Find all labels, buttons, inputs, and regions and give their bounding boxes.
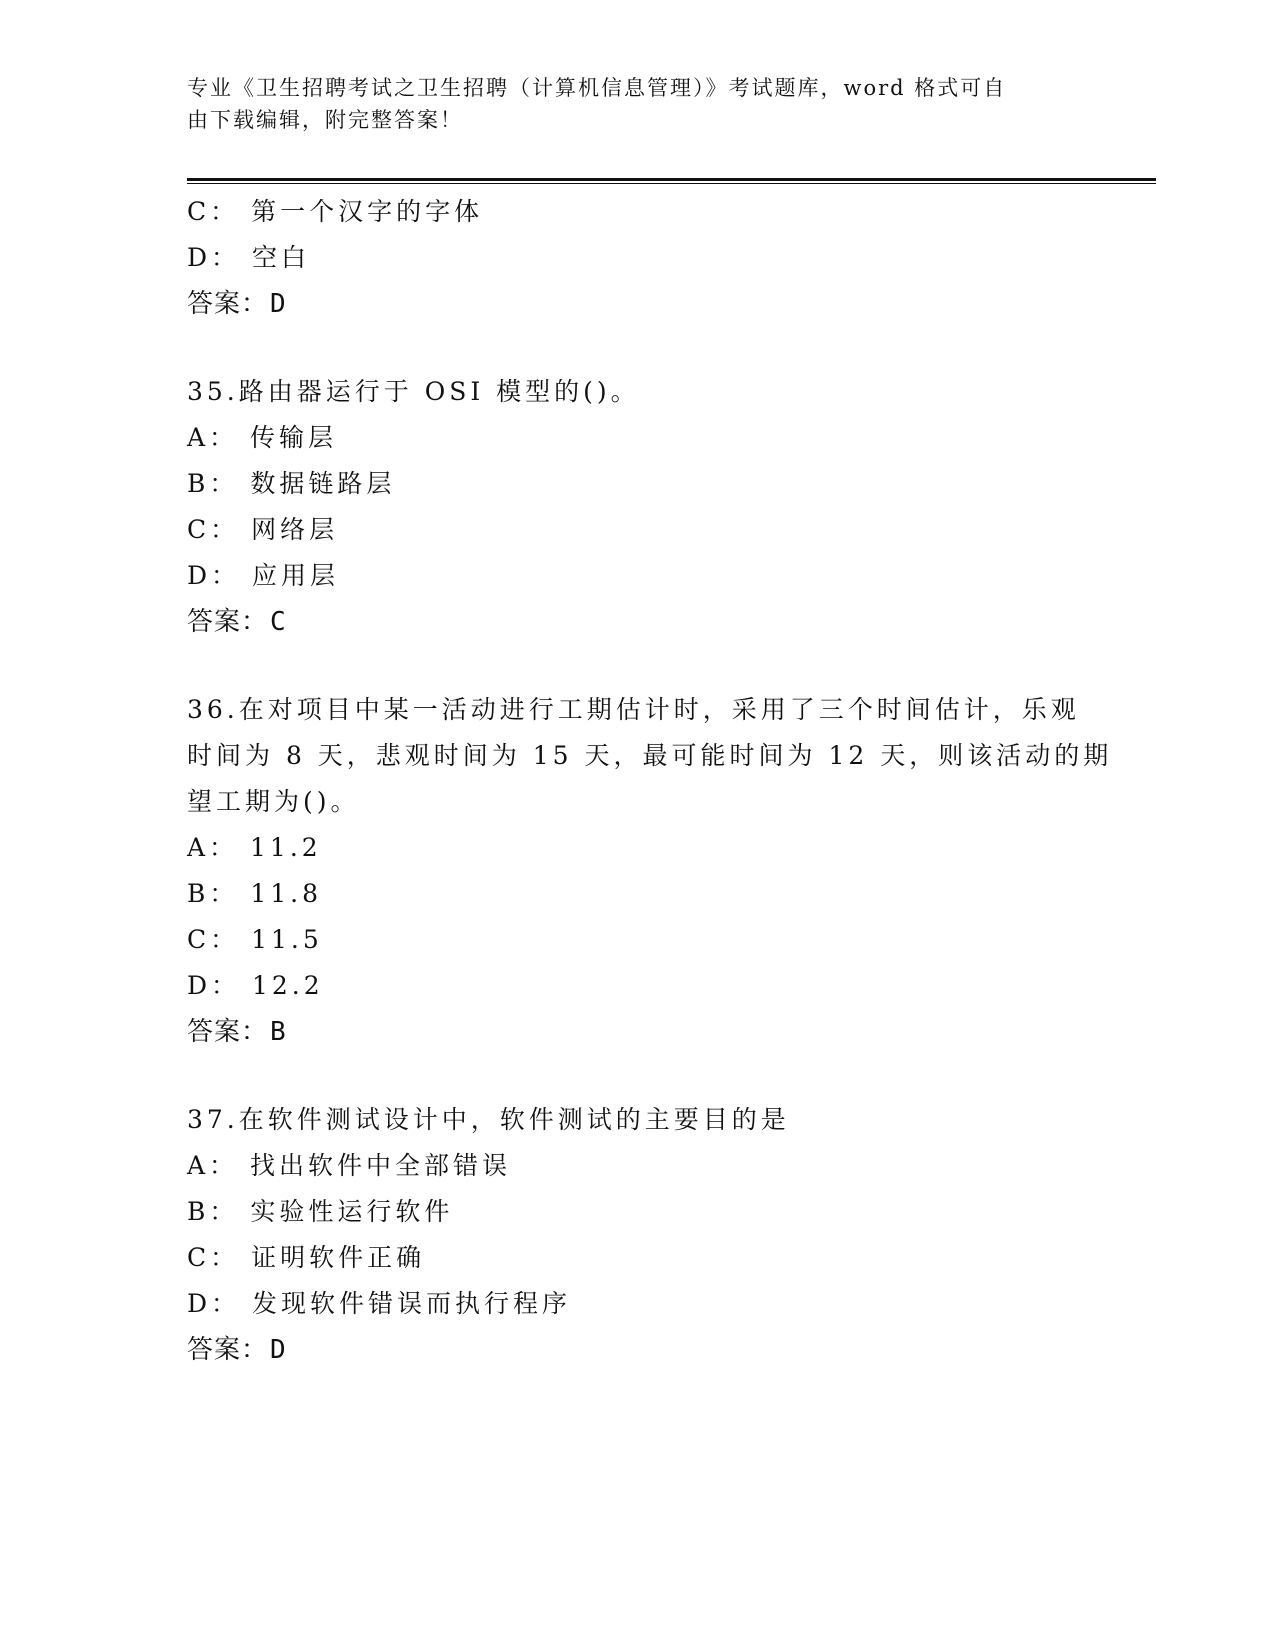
question-35 (187, 369, 1087, 645)
answer-label: 答案： (187, 1335, 269, 1365)
option-a: A： 11.2 (187, 833, 322, 862)
answer-label: 答案： (187, 289, 269, 319)
option-c: C： 证明软件正确 (187, 1243, 426, 1272)
header-rule-thin (187, 183, 1156, 184)
question-stem-line-3: 望工期为()。 (187, 787, 360, 816)
answer-line (187, 599, 1087, 645)
answer-value: D (270, 1335, 287, 1365)
answer-label: 答案： (187, 1017, 269, 1047)
answer-value: B (270, 1017, 287, 1047)
question-36 (187, 687, 1113, 1055)
question-stem: 35.路由器运行于 OSI 模型的()。 (187, 377, 640, 406)
option-d: D： 应用层 (187, 561, 339, 590)
question-34-tail (187, 189, 1087, 327)
header-line-2: 由下载编辑，附完整答案！ (187, 108, 463, 132)
spacer (187, 327, 1087, 369)
header-line-1: 专业《卫生招聘考试之卫生招聘（计算机信息管理）》考试题库，word 格式可自 (187, 76, 1007, 100)
question-stem-line-2: 时间为 8 天，悲观时间为 15 天，最可能时间为 12 天，则该活动的期 (187, 741, 1113, 770)
document-header (187, 72, 1087, 136)
option-a: A： 传输层 (187, 423, 338, 452)
spacer (187, 645, 1087, 687)
option-c: C： 网络层 (187, 515, 339, 544)
option-d: D： 发现软件错误而执行程序 (187, 1289, 571, 1318)
answer-value: D (270, 289, 287, 319)
option-c: C： 第一个汉字的字体 (187, 197, 484, 226)
option-a: A： 找出软件中全部错误 (187, 1151, 512, 1180)
option-b: B： 数据链路层 (187, 469, 396, 498)
spacer (187, 1055, 1087, 1097)
option-b: B： 11.8 (187, 879, 322, 908)
option-b: B： 实验性运行软件 (187, 1197, 454, 1226)
answer-label: 答案： (187, 607, 269, 637)
answer-line (187, 1327, 1087, 1373)
question-list (187, 189, 1113, 1373)
option-d: D： 12.2 (187, 971, 324, 1000)
option-c: C： 11.5 (187, 925, 323, 954)
question-stem: 37.在软件测试设计中，软件测试的主要目的是 (187, 1105, 790, 1134)
option-d: D： 空白 (187, 243, 310, 272)
answer-line (187, 281, 1087, 327)
header-rule-thick (187, 178, 1156, 181)
question-stem-line-1: 36.在对项目中某一活动进行工期估计时，采用了三个时间估计，乐观 (187, 695, 1080, 724)
answer-value: C (270, 607, 287, 637)
question-37 (187, 1097, 1087, 1373)
answer-line (187, 1009, 1087, 1055)
